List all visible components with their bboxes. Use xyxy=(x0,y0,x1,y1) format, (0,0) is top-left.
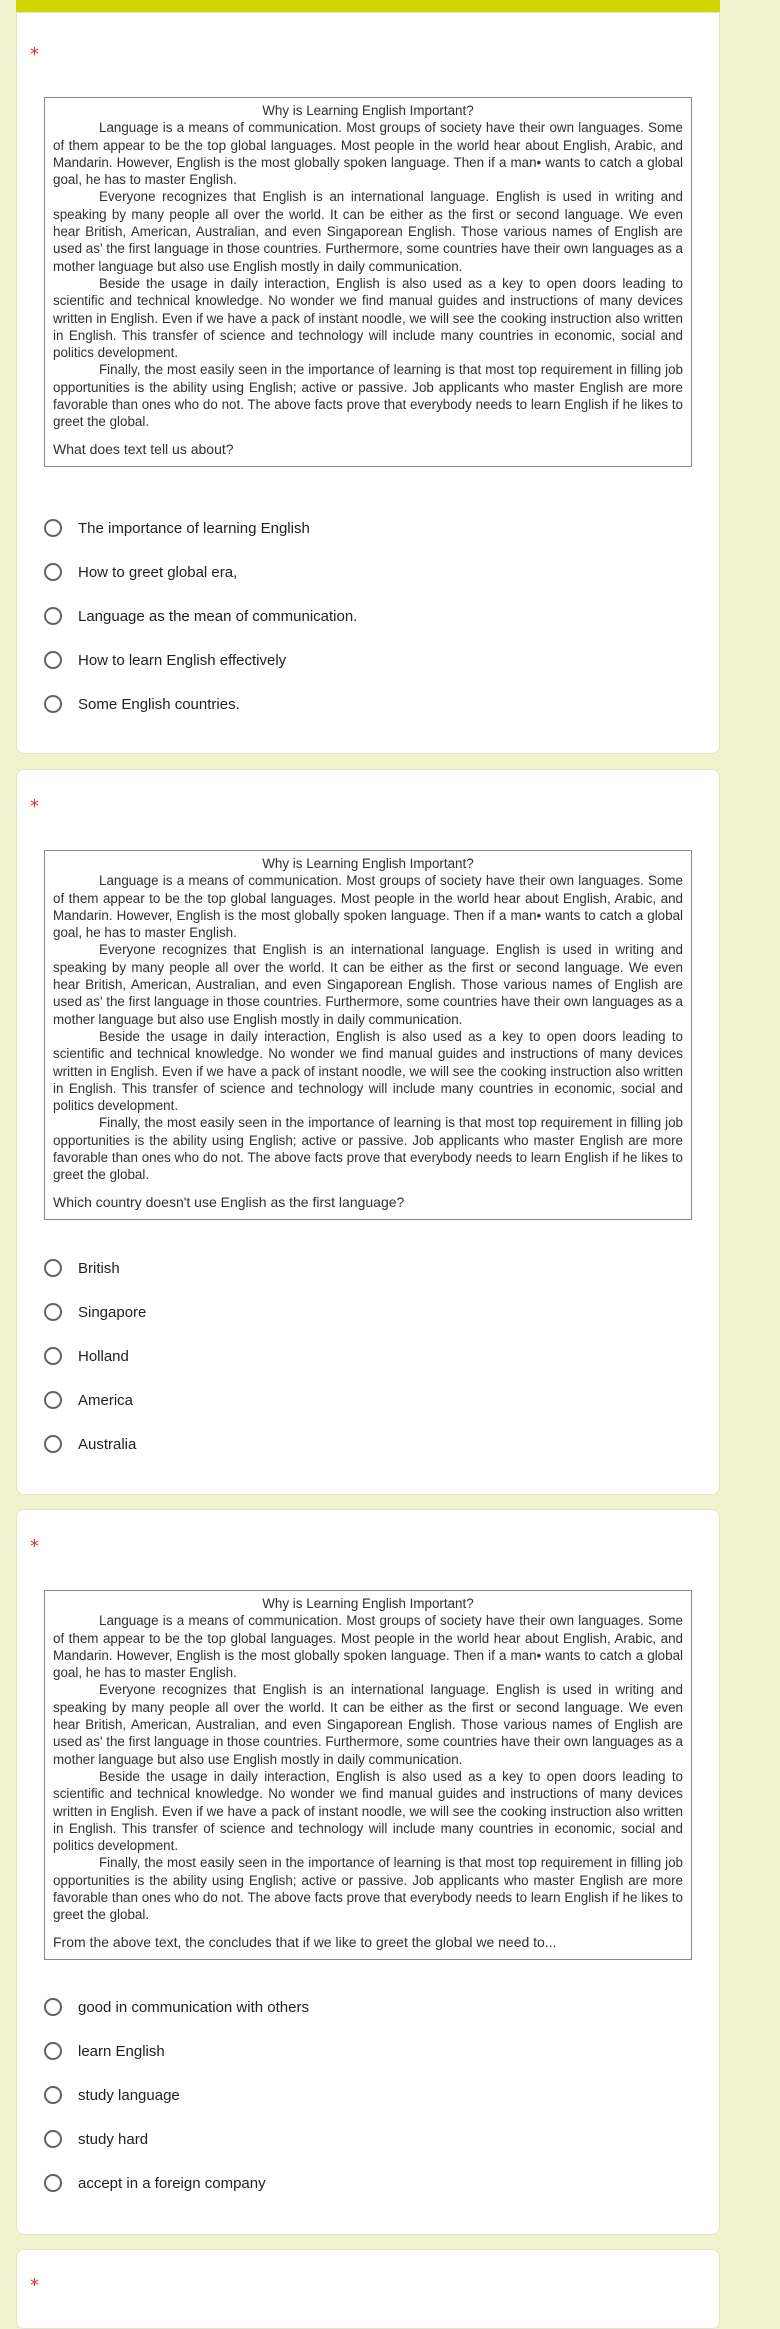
required-marker: * xyxy=(30,44,39,65)
passage-paragraph: Beside the usage in daily interaction, English is also used as a key to open doors leading to scientific and technical knowledge. No wonder we find manual guides and instructions of many devices written in English. Even if we have a pack of instant noodle, we will see the cooking instruction also written in English. This transfer of science and technology will include many countries in economic, social and politics development. xyxy=(53,275,683,361)
option-language-as-means-of-communication[interactable] xyxy=(44,594,357,638)
option-label: accept in a foreign company xyxy=(78,2174,266,2192)
option-label: learn English xyxy=(78,2042,165,2060)
radio-button[interactable] xyxy=(44,1347,62,1365)
option-australia[interactable] xyxy=(44,1422,146,1466)
passage-title: Why is Learning English Important? xyxy=(262,103,474,118)
passage-paragraph: Beside the usage in daily interaction, English is also used as a key to open doors leading to scientific and technical knowledge. No wonder we find manual guides and instructions of many devices written in English. Even if we have a pack of instant noodle, we will see the cooking instruction also written in English. This transfer of science and technology will include many countries in economic, social and politics development. xyxy=(53,1768,683,1854)
radio-button[interactable] xyxy=(44,607,62,625)
passage-paragraph: Everyone recognizes that English is an international language. English is used in writing and speaking by many people all over the world. It can be either as the first or second language. We even hear British, American, Australian, and even Singaporean English. Those various names of English are used as' the first language in those countries. Furthermore, some countries have their own languages as a mother language but also use English mostly in daily communication. xyxy=(53,189,683,274)
passage-paragraph: Language is a means of communication. Most groups of society have their own languages. Some of them appear to be the top global languages. Most people in the world hear about English, Arabic, and Mandarin. However, English is the most globally spoken language. Then if a man• wants to catch a global goal, he has to master English. xyxy=(53,1613,683,1681)
required-marker: * xyxy=(30,1536,39,1557)
option-importance-of-learning-english[interactable] xyxy=(44,506,357,550)
option-study-hard[interactable] xyxy=(44,2117,309,2161)
radio-button[interactable] xyxy=(44,519,62,537)
option-america[interactable] xyxy=(44,1378,146,1422)
option-label: America xyxy=(78,1391,134,1409)
radio-button[interactable] xyxy=(44,1998,62,2016)
passage-paragraph: Beside the usage in daily interaction, English is also used as a key to open doors leading to scientific and technical knowledge. No wonder we find manual guides and instructions of many devices written in English. Even if we have a pack of instant noodle, we will see the cooking instruction also written in English. This transfer of science and technology will include many countries in economic, social and politics development. xyxy=(53,1028,683,1114)
radio-button[interactable] xyxy=(44,2086,62,2104)
passage-paragraph: Everyone recognizes that English is an international language. English is used in writing and speaking by many people all over the world. It can be either as the first or second language. We even hear British, American, Australian, and even Singaporean English. Those various names of English are used as' the first language in those countries. Furthermore, some countries have their own languages as a mother language but also use English mostly in daily communication. xyxy=(53,942,683,1027)
radio-button[interactable] xyxy=(44,1259,62,1277)
option-label: Australia xyxy=(78,1435,137,1453)
option-label: Some English countries. xyxy=(78,695,240,713)
option-how-to-greet-global-era[interactable] xyxy=(44,550,357,594)
passage-paragraph: Everyone recognizes that English is an international language. English is used in writing and speaking by many people all over the world. It can be either as the first or second language. We even hear British, American, Australian, and even Singaporean English. Those various names of English are used as' the first language in those countries. Furthermore, some countries have their own languages as a mother language but also use English mostly in daily communication. xyxy=(53,1682,683,1767)
passage-paragraph: Finally, the most easily seen in the importance of learning is that most top requirement in filling job opportunities is the ability using English; active or passive. Job applicants who master English are more favorable than ones who do not. The above facts prove that everybody needs to learn English if he likes to greet the global. xyxy=(53,362,683,430)
option-label: good in communication with others xyxy=(78,1998,309,2016)
radio-button[interactable] xyxy=(44,2130,62,2148)
question-prompt: What does text tell us about? xyxy=(53,440,234,457)
option-british[interactable] xyxy=(44,1246,146,1290)
options-list-3 xyxy=(44,1985,309,2205)
option-label: Language as the mean of communication. xyxy=(78,607,358,625)
passage-title: Why is Learning English Important? xyxy=(262,1596,474,1611)
radio-button[interactable] xyxy=(44,695,62,713)
passage-title: Why is Learning English Important? xyxy=(262,856,474,871)
option-label: Singapore xyxy=(78,1303,147,1321)
passage-box-1 xyxy=(44,97,692,467)
option-label: study language xyxy=(78,2086,180,2104)
option-study-language[interactable] xyxy=(44,2073,309,2117)
option-label: The importance of learning English xyxy=(78,519,310,537)
option-singapore[interactable] xyxy=(44,1290,146,1334)
radio-button[interactable] xyxy=(44,2174,62,2192)
option-accept-in-foreign-company[interactable] xyxy=(44,2161,309,2205)
option-label: study hard xyxy=(78,2130,149,2148)
options-list-2 xyxy=(44,1246,146,1466)
passage-paragraph: Language is a means of communication. Most groups of society have their own languages. Some of them appear to be the top global languages. Most people in the world hear about English, Arabic, and Mandarin. However, English is the most globally spoken language. Then if a man• wants to catch a global goal, he has to master English. xyxy=(53,120,683,188)
option-label: How to learn English effectively xyxy=(78,651,287,669)
option-good-in-communication[interactable] xyxy=(44,1985,309,2029)
passage-paragraph: Language is a means of communication. Most groups of society have their own languages. Some of them appear to be the top global languages. Most people in the world hear about English, Arabic, and Mandarin. However, English is the most globally spoken language. Then if a man• wants to catch a global goal, he has to master English. xyxy=(53,873,683,941)
question-card-4 xyxy=(16,2249,720,2329)
option-holland[interactable] xyxy=(44,1334,146,1378)
option-how-to-learn-english[interactable] xyxy=(44,638,357,682)
option-label: British xyxy=(78,1259,120,1277)
radio-button[interactable] xyxy=(44,1391,62,1409)
options-list-1 xyxy=(44,506,357,726)
passage-paragraph: Finally, the most easily seen in the importance of learning is that most top requirement in filling job opportunities is the ability using English; active or passive. Job applicants who master English are more favorable than ones who do not. The above facts prove that everybody needs to learn English if he likes to greet the global. xyxy=(53,1855,683,1923)
passage-paragraph: Finally, the most easily seen in the importance of learning is that most top requirement in filling job opportunities is the ability using English; active or passive. Job applicants who master English are more favorable than ones who do not. The above facts prove that everybody needs to learn English if he likes to greet the global. xyxy=(53,1115,683,1183)
question-prompt: From the above text, the concludes that if we like to greet the global we need to... xyxy=(53,1933,557,1950)
radio-button[interactable] xyxy=(44,563,62,581)
radio-button[interactable] xyxy=(44,651,62,669)
question-prompt: Which country doesn't use English as the first language? xyxy=(53,1193,405,1210)
option-label: Holland xyxy=(78,1347,129,1365)
required-marker: * xyxy=(30,2275,39,2296)
passage-box-2 xyxy=(44,850,692,1220)
option-learn-english[interactable] xyxy=(44,2029,309,2073)
radio-button[interactable] xyxy=(44,1435,62,1453)
radio-button[interactable] xyxy=(44,2042,62,2060)
radio-button[interactable] xyxy=(44,1303,62,1321)
option-label: How to greet global era, xyxy=(78,563,238,581)
option-some-english-countries[interactable] xyxy=(44,682,357,726)
passage-box-3 xyxy=(44,1590,692,1960)
required-marker: * xyxy=(30,796,39,817)
